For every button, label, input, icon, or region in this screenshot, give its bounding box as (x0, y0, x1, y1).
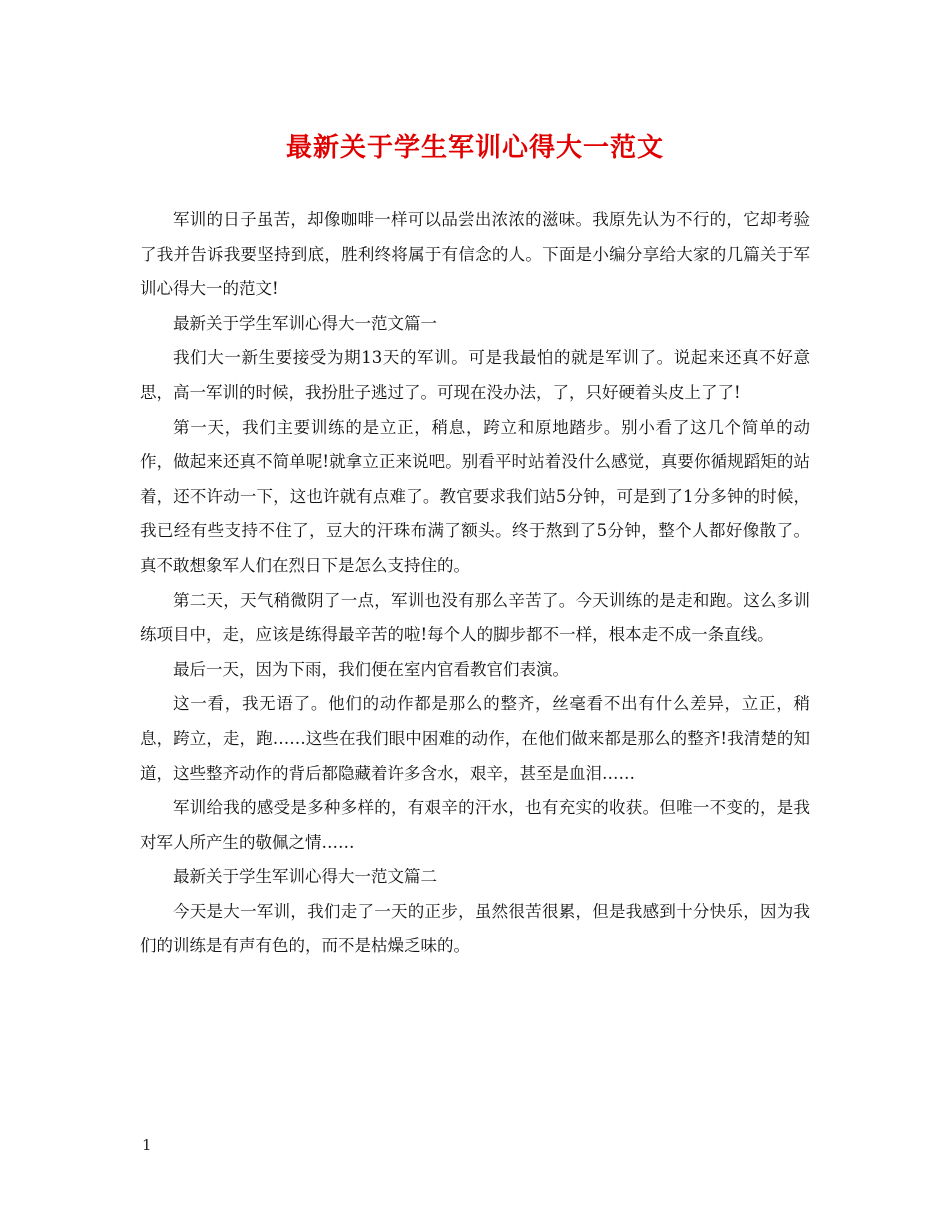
body-paragraph: 第二天，天气稍微阴了一点，军训也没有那么辛苦了。今天训练的是走和跑。这么多训练项目中，走，应该是练得最辛苦的啦!每个人的脚步都不一样，根本走不成一条直线。 (140, 590, 810, 645)
body-paragraph: 军训给我的感受是多种多样的，有艰辛的汗水，也有充实的收获。但唯一不变的，是我对军人所产生的敬佩之情…… (140, 798, 810, 852)
section-heading-2: 最新关于学生军训心得大一范文篇二 (173, 867, 437, 887)
section-heading-1: 最新关于学生军训心得大一范文篇一 (173, 313, 437, 333)
document-body (140, 203, 810, 964)
body-paragraph: 今天是大一军训，我们走了一天的正步，虽然很苦很累，但是我感到十分快乐，因为我们的训练是有声有色的，而不是枯燥乏味的。 (140, 901, 810, 956)
body-paragraph: 第一天，我们主要训练的是立正，稍息，跨立和原地踏步。别小看了这几个简单的动作，做起来还真不简单呢!就拿立正来说吧。别看平时站着没什么感觉，真要你循规蹈矩的站着，还不许动一下，这也许就有点难了。教官要求我们站5分钟，可是到了1分多钟的时候，我已经有些支持不住了，豆大的汗珠布满了额头。终于熬到了5分钟，整个人都好像散了。真不敢想象军人们在烈日下是怎么支持住的。 (140, 417, 810, 575)
intro-paragraph: 军训的日子虽苦，却像咖啡一样可以品尝出浓浓的滋味。我原先认为不行的，它却考验了我并告诉我要坚持到底，胜利终将属于有信念的人。下面是小编分享给大家的几篇关于军训心得大一的范文! (140, 210, 810, 299)
page-number: 1 (142, 1136, 152, 1154)
body-paragraph: 我们大一新生要接受为期13天的军训。可是我最怕的就是军训了。说起来还真不好意思，高一军训的时候，我扮肚子逃过了。可现在没办法，了，只好硬着头皮上了了! (140, 348, 810, 402)
body-paragraph: 这一看，我无语了。他们的动作都是那么的整齐，丝毫看不出有什么差异，立正，稍息，跨立，走，跑……这些在我们眼中困难的动作，在他们做来都是那么的整齐!我清楚的知道，这些整齐动作的背后都隐藏着许多含水，艰辛，甚至是血泪…… (140, 694, 810, 783)
document-title: 最新关于学生军训心得大一范文 (285, 133, 664, 163)
body-paragraph: 最后一天，因为下雨，我们便在室内官看教官们表演。 (173, 659, 569, 679)
